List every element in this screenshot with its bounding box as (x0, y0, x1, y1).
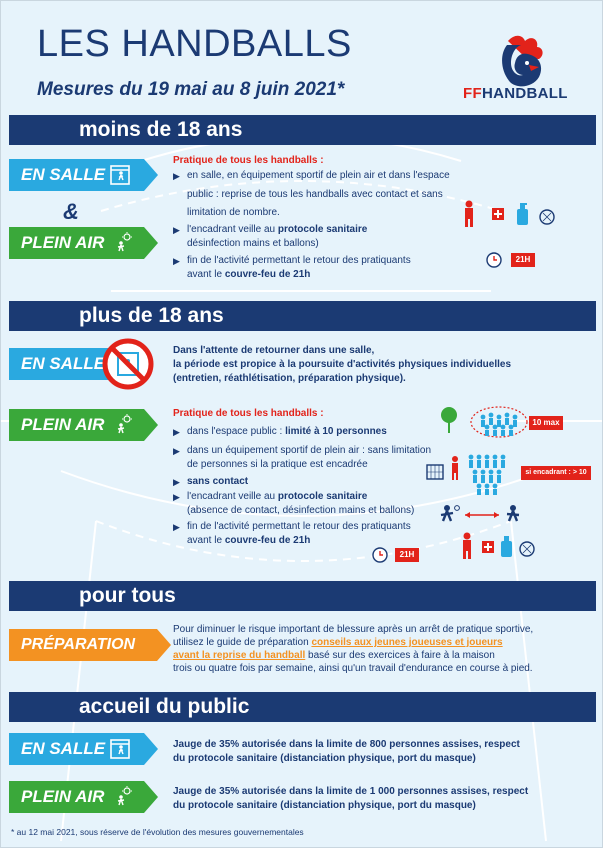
section-plus18-header: plus de 18 ans (9, 301, 596, 331)
tag-en-salle-minus18 (9, 159, 144, 191)
no-contact-distance-icons (437, 503, 527, 527)
minus18-heading: Pratique de tous les handballs : (173, 155, 324, 166)
prep-line-3 (173, 649, 495, 663)
footnote: * au 12 mai 2021, sous réserve de l'évolution des mesures gouvernementales (11, 827, 304, 837)
minus18-bullet-3-line-2 (187, 268, 310, 282)
section-public-header: accueil du public (9, 692, 596, 722)
sanitary-protocol-icons (459, 199, 559, 229)
text-part: l'encadrant veille au (187, 224, 278, 235)
tag-plein-air-plus18 (9, 409, 144, 441)
text-part: dans l'espace public : (187, 426, 286, 437)
text-part: utilisez le guide de préparation (173, 637, 312, 648)
tag-arrow (157, 629, 171, 661)
goal-icon (427, 465, 443, 479)
page-title: LES HANDBALLS (37, 23, 352, 65)
page-subtitle: Mesures du 19 mai au 8 juin 2021* (37, 79, 345, 100)
curfew-badge-plus18: 21H (395, 548, 419, 562)
plus18-bullet-3: sans contact (187, 476, 249, 487)
bullet-icon: ▶ (173, 522, 180, 532)
tag-arrow (144, 159, 158, 191)
tag-arrow (144, 733, 158, 765)
clock-icon (485, 251, 503, 269)
bullet-icon: ▶ (173, 256, 180, 266)
first-aid-icon (492, 208, 504, 220)
bullet-icon: ▶ (173, 492, 180, 502)
bullet-icon: ▶ (173, 225, 180, 235)
tag-arrow (144, 409, 158, 441)
plus18-bullet-2-line-1: dans un équipement sportif de plein air : sans limitation (187, 445, 432, 456)
forbidden-icon (101, 337, 155, 391)
first-aid-icon (482, 541, 494, 553)
plus18-bullet-5-line-2 (187, 534, 310, 548)
guide-link[interactable]: conseils aux jeunes joueuses et joueurs (311, 637, 503, 648)
player-left-icon (441, 505, 453, 521)
section-minus18-header: moins de 18 ans (9, 115, 596, 145)
distance-arrow-icon (465, 512, 499, 518)
plus18-bullet-1 (187, 425, 387, 439)
public-salle-line-1: Jauge de 35% autorisée dans la limite de 800 personnes assises, respect (173, 739, 520, 750)
ball-icon (540, 210, 554, 224)
tag-plein-air-minus18 (9, 227, 144, 259)
badge-10-max: 10 max (529, 416, 563, 430)
plus18-bullet-2-line-2: de personnes si la pratique est encadrée (187, 459, 368, 470)
bullet-icon: ▶ (173, 171, 180, 181)
plus18-bullet-4-line-1 (187, 490, 367, 504)
ampersand: & (63, 199, 79, 224)
minus18-bullet-2-line-2: désinfection mains et ballons) (187, 238, 319, 249)
curfew-badge-minus18: 21H (511, 253, 535, 267)
sanitary-protocol-icons-plus18 (457, 531, 557, 561)
prep-line-2 (173, 636, 503, 650)
text-part: avant le (187, 269, 225, 280)
text-emphasis: couvre-feu de 21h (224, 535, 311, 546)
sports-equipment-group-icons (425, 451, 525, 495)
group-icon (481, 413, 518, 436)
tag-label: PLEIN AIR (21, 787, 105, 806)
sanitizer-icon (517, 204, 528, 225)
bullet-icon: ▶ (173, 477, 180, 487)
minus18-bullet-1-line-3: limitation de nombre. (187, 207, 280, 218)
text-emphasis: protocole sanitaire (277, 491, 368, 502)
logo-ff-text: FF (463, 85, 482, 102)
prep-line-4: trois ou quatre fois par semaine, ainsi qu'un travail d'endurance en course à pied. (173, 663, 533, 674)
tag-label: PLEIN AIR (21, 233, 105, 252)
text-part: basé sur des exercices à faire à la maison (305, 650, 495, 661)
minus18-bullet-1-line-1: en salle, en équipement sportif de plein air et dans l'espace (187, 170, 450, 181)
players-group-icon (469, 455, 506, 495)
badge-encadrant: si encadrant : > 10 (521, 466, 591, 480)
ffhandball-wordmark (463, 85, 568, 102)
text-emphasis: protocole sanitaire (277, 224, 368, 235)
tree-icon (441, 407, 457, 433)
tag-en-salle-public (9, 733, 144, 765)
plus18-salle-text-line-3: (entretien, réathlétisation, préparation physique). (173, 373, 406, 384)
ball-icon (520, 542, 534, 556)
tag-label: EN SALLE (21, 354, 106, 373)
outdoor-player-icon (113, 232, 135, 254)
public-salle-line-2: du protocole sanitaire (distanciation physique, port du masque) (173, 753, 476, 764)
plus18-salle-text-line-2: la période est propice à la poursuite d'activités physiques individuelles (173, 359, 512, 370)
tag-arrow (144, 781, 158, 813)
section-all-header: pour tous (9, 581, 596, 611)
bullet-icon: ▶ (173, 446, 180, 456)
public-air-line-2: du protocole sanitaire (distanciation physique, port du masque) (173, 800, 476, 811)
sanitizer-icon (501, 536, 512, 557)
bullet-icon: ▶ (173, 427, 180, 437)
plus18-salle-text-line-1: Dans l'attente de retourner dans une salle, (173, 345, 375, 356)
public-air-line-1: Jauge de 35% autorisée dans la limite de 1 000 personnes assises, respect (173, 786, 529, 797)
text-emphasis: couvre-feu de 21h (224, 269, 311, 280)
indoor-player-icon (109, 164, 131, 186)
minus18-bullet-1-line-2: public : reprise de tous les handballs avec contact et sans (187, 189, 443, 200)
tag-label: PRÉPARATION (21, 636, 136, 653)
player-icon (463, 533, 471, 560)
coach-icon (452, 456, 458, 480)
text-emphasis: limité à 10 personnes (285, 426, 387, 437)
tag-label: EN SALLE (21, 739, 106, 758)
clock-icon (371, 546, 389, 564)
text-part: avant le (187, 535, 225, 546)
text-part: l'encadrant veille au (187, 491, 278, 502)
minus18-bullet-3-line-1: fin de l'activité permettant le retour des pratiquants (187, 255, 411, 266)
minus18-bullet-2-line-1 (187, 223, 367, 237)
plus18-heading: Pratique de tous les handballs : (173, 408, 324, 419)
guide-link-continued[interactable]: avant la reprise du handball (173, 650, 306, 661)
player-icon (465, 201, 473, 228)
prep-line-1: Pour diminuer le risque important de blessure après un arrêt de pratique sportive, (173, 624, 534, 635)
indoor-player-icon (109, 738, 131, 760)
tag-preparation (9, 629, 157, 661)
tag-label: EN SALLE (21, 165, 106, 184)
plus18-bullet-5-line-1: fin de l'activité permettant le retour des pratiquants (187, 521, 411, 532)
outdoor-player-icon (113, 786, 135, 808)
tag-arrow (144, 227, 158, 259)
tag-label: PLEIN AIR (21, 415, 105, 434)
public-space-group-icons (439, 405, 529, 439)
player-right-icon (507, 505, 519, 521)
tag-plein-air-public (9, 781, 144, 813)
outdoor-player-icon (113, 414, 135, 436)
plus18-bullet-4-line-2: (absence de contact, désinfection mains et ballons) (187, 505, 415, 516)
logo-handball-text: HANDBALL (481, 85, 568, 102)
